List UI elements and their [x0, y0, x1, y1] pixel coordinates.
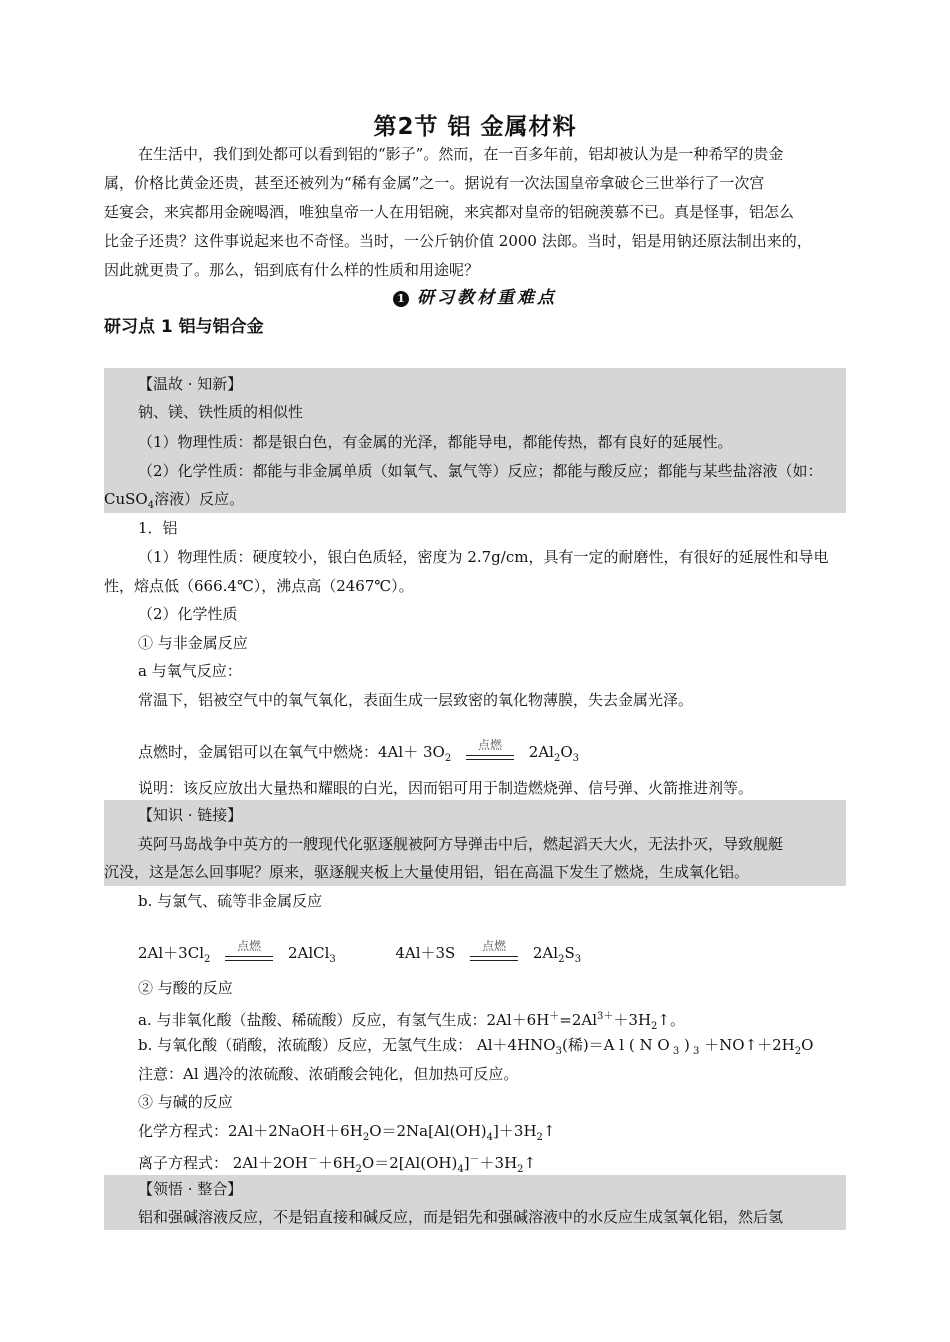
equation-line: 点燃时，金属铝可以在氧气中燃烧：$4Al+ 3O_2$ 点燃 $2Al_2O_3$: [104, 742, 880, 769]
intro-line: 属，价格比黄金还贵，甚至还被列为“稀有金属”之一。据说有一次法国皇帝拿破仑三世举行了一次宫: [104, 174, 765, 192]
section-heading: [104, 288, 846, 308]
section-heading-text: 研习教材重难点: [417, 288, 557, 308]
body-text: ③ 与碱的反应: [138, 1093, 233, 1111]
body-text: 性，熔点低（666.4℃），沸点高（2467℃）。: [104, 577, 414, 595]
page-title: 第2节 铝 金属材料: [373, 114, 577, 140]
body-text: ② 与酸的反应: [138, 979, 233, 997]
body-text: 注意：Al 遇冷的浓硫酸、浓硝酸会钝化，但加热可反应。: [138, 1065, 519, 1083]
equation-line: 化学方程式：$2Al+2NaOH+6H_2O=2Na[Al(OH)_4]+3H_2↑$: [138, 1122, 556, 1143]
intro-line: 比金子还贵？这件事说起来也不奇怪。当时，一公斤钠价值 2000 法郎。当时，铝是用钠还原法制出来的，: [104, 232, 812, 250]
body-text: （2）化学性质: [138, 605, 238, 623]
box-text: CuSO$_4$溶液）反应。: [104, 490, 245, 511]
reaction-arrow: 点燃: [225, 950, 273, 970]
box-tag: 【温故 · 知新】: [138, 375, 243, 393]
intro-line: 因此就更贵了。那么，铝到底有什么样的性质和用途呢？: [104, 261, 480, 279]
body-text: b. 与氯气、硫等非金属反应: [138, 892, 323, 910]
point-heading: 研习点 1 铝与铝合金: [104, 317, 264, 337]
body-text: a 与氧气反应：: [138, 662, 242, 680]
intro-line: 在生活中，我们到处都可以看到铝的“影子”。然而，在一百多年前，铝却被认为是一种希罕的贵金: [138, 145, 784, 163]
body-text: 常温下，铝被空气中的氧气氧化，表面生成一层致密的氧化物薄膜，失去金属光泽。: [138, 691, 694, 709]
body-text: （1）物理性质：硬度较小，银白色质轻，密度为 2.7g/cm，具有一定的耐磨性，有很好的延展性和导电: [138, 548, 829, 566]
body-text: ① 与非金属反应: [138, 634, 248, 652]
equation-line: 离子方程式： $2Al+2OH^-+6H_2O=2[Al(OH)_4]^-+3H_2↑$: [138, 1154, 537, 1175]
box-text: 英阿马岛战争中英方的一艘现代化驱逐舰被阿方导弹击中后，燃起滔天大火，无法扑灭，导致舰艇: [138, 835, 784, 853]
body-text: 说明：该反应放出大量热和耀眼的白光，因而铝可用于制造燃烧弹、信号弹、火箭推进剂等。: [138, 779, 754, 797]
number-bullet-icon: 1: [393, 291, 409, 307]
reaction-arrow: 点燃: [470, 950, 518, 970]
subheading: 1．铝: [138, 519, 178, 537]
box-text: （1）物理性质：都是银白色，有金属的光泽，都能导电，都能传热，都有良好的延展性。: [138, 433, 733, 451]
body-text: b. 与氧化酸（硝酸，浓硫酸）反应，无氢气生成： $Al+4HNO_3$(稀)＝A l ( N O $_3$ ) $_3 +NO↑+2H_2O$: [138, 1036, 814, 1057]
box-tag: 【领悟 · 整合】: [138, 1180, 243, 1198]
box-text: （2）化学性质：都能与非金属单质（如氧气、氯气等）反应；都能与酸反应；都能与某些盐溶液（如：: [138, 462, 823, 480]
equation-line: $2Al+3Cl_2$ 点燃 2AlCl$_3$ 4Al＋3S 点燃 $2Al_2S_3$: [104, 943, 880, 970]
reaction-arrow: 点燃: [466, 749, 514, 769]
box-text: 铝和强碱溶液反应，不是铝直接和碱反应，而是铝先和强碱溶液中的水反应生成氢氧化铝，然后氢: [138, 1208, 784, 1226]
intro-line: 廷宴会，来宾都用金碗喝酒，唯独皇帝一人在用铝碗，来宾都对皇帝的铝碗羡慕不已。真是怪事，铝怎么: [104, 203, 795, 221]
box-text: 钠、镁、铁性质的相似性: [138, 403, 304, 421]
box-tag: 【知识 · 链接】: [138, 806, 243, 824]
box-text: 沉没，这是怎么回事呢？原来，驱逐舰夹板上大量使用铝，铝在高温下发生了燃烧，生成氧化铝。: [104, 863, 750, 881]
body-text: a. 与非氧化酸（盐酸、稀硫酸）反应，有氢气生成：$2Al+6H^+=2Al^{3+}+3H_2↑$。: [138, 1011, 685, 1032]
